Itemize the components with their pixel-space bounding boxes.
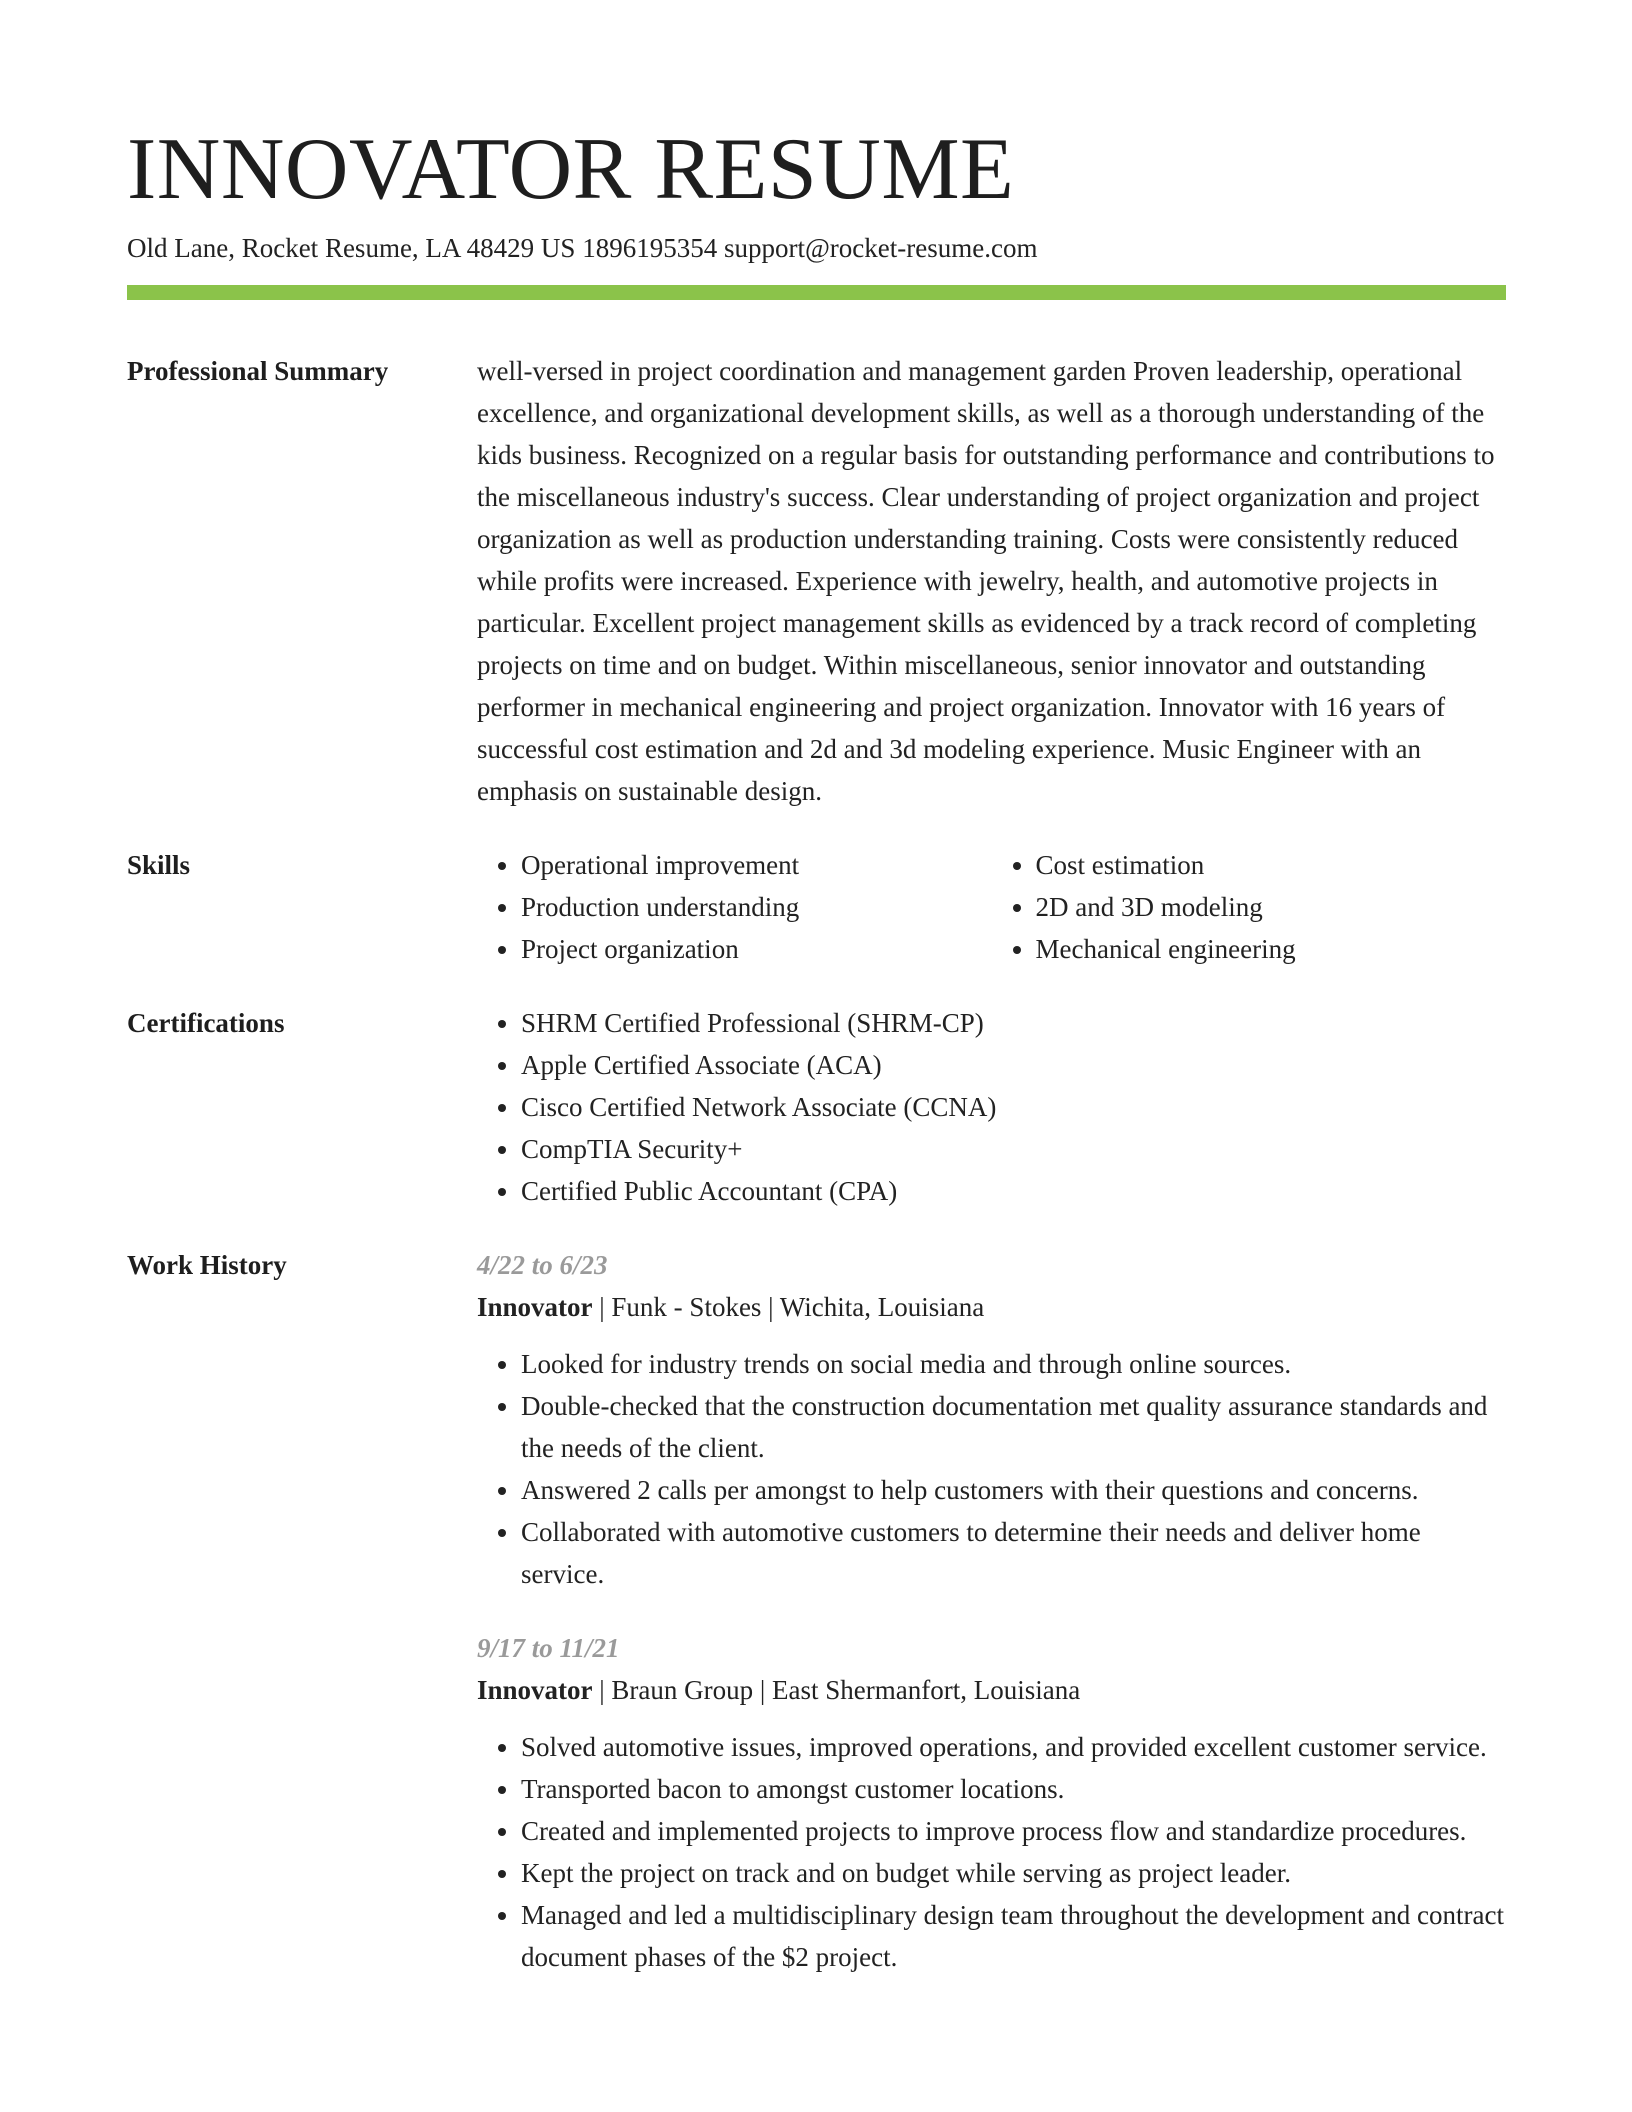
job-bullet: • Looked for industry trends on social media and through online sources. xyxy=(521,1343,1506,1385)
header-accent-rule xyxy=(127,285,1506,300)
certifications-body xyxy=(477,1002,1506,1212)
summary-body xyxy=(477,350,1506,812)
job-bullet: • Collaborated with automotive customers to determine their needs and deliver home service. xyxy=(521,1511,1506,1595)
skills-body xyxy=(477,844,1506,970)
job-details: | Braun Group | East Shermanfort, Louisiana xyxy=(592,1675,1081,1705)
job-bullet: • Transported bacon to amongst customer locations. xyxy=(521,1768,1506,1810)
certifications-heading: Certifications xyxy=(127,1008,285,1038)
work-history-body xyxy=(477,1244,1506,2010)
job-dates: 9/17 to 11/21 xyxy=(477,1633,620,1663)
certifications-section xyxy=(127,1002,1506,1212)
job-title: Innovator xyxy=(477,1292,593,1322)
job-dates: 4/22 to 6/23 xyxy=(477,1250,608,1280)
skills-section xyxy=(127,844,1506,970)
contact-line: Old Lane, Rocket Resume, LA 48429 US 1896195354 support@rocket-resume.com xyxy=(127,233,1038,263)
job-bullet: • Double-checked that the construction documentation met quality assurance standards and the needs of the client. xyxy=(521,1385,1506,1469)
summary-heading: Professional Summary xyxy=(127,356,389,386)
job-entry xyxy=(477,1244,1506,1595)
skill-item: • Project organization xyxy=(521,928,992,970)
job-entry xyxy=(477,1627,1506,1978)
job-details: | Funk - Stokes | Wichita, Louisiana xyxy=(592,1292,985,1322)
summary-text: well-versed in project coordination and management garden Proven leadership, operational excellence, and organizational development skills, as well as a thorough understanding of the kids business. Recognized on a regular basis for outstanding performance and contributions to the miscellaneous industry's success. Clear understanding of project organization and project organization as well as production understanding training. Costs were consistently reduced while profits were increased. Experience with jewelry, health, and automotive projects in particular. Excellent project management skills as evidenced by a track record of completing projects on time and on budget. Within miscellaneous, senior innovator and outstanding performer in mechanical engineering and project organization. Innovator with 16 years of successful cost estimation and 2d and 3d modeling experience. Music Engineer with an emphasis on sustainable design. xyxy=(477,356,1495,806)
skill-item: • Production understanding xyxy=(521,886,992,928)
job-title-line xyxy=(477,1286,1506,1328)
job-title: Innovator xyxy=(477,1675,593,1705)
skill-item: • Cost estimation xyxy=(1036,844,1507,886)
job-bullet: • Answered 2 calls per amongst to help customers with their questions and concerns. xyxy=(521,1469,1506,1511)
skill-item: • Mechanical engineering xyxy=(1036,928,1507,970)
skill-item: • 2D and 3D modeling xyxy=(1036,886,1507,928)
certification-item: • SHRM Certified Professional (SHRM-CP) xyxy=(521,1002,1506,1044)
job-title-line xyxy=(477,1669,1506,1711)
certification-item: • CompTIA Security+ xyxy=(521,1128,1506,1170)
job-bullet: • Kept the project on track and on budget while serving as project leader. xyxy=(521,1852,1506,1894)
certification-item: • Apple Certified Associate (ACA) xyxy=(521,1044,1506,1086)
job-bullet: • Managed and led a multidisciplinary design team throughout the development and contract document phases of the $2 project. xyxy=(521,1894,1506,1978)
skills-list-right xyxy=(992,844,1507,970)
skills-heading: Skills xyxy=(127,850,191,880)
job-bullets xyxy=(477,1726,1506,1978)
job-bullets xyxy=(477,1343,1506,1595)
job-bullet: • Created and implemented projects to improve process flow and standardize procedures. xyxy=(521,1810,1506,1852)
skill-item: • Operational improvement xyxy=(521,844,992,886)
summary-section xyxy=(127,350,1506,812)
work-history-section xyxy=(127,1244,1506,2010)
certification-item: • Cisco Certified Network Associate (CCNA) xyxy=(521,1086,1506,1128)
work-history-heading: Work History xyxy=(127,1250,287,1280)
certification-item: • Certified Public Accountant (CPA) xyxy=(521,1170,1506,1212)
skills-list-left xyxy=(477,844,992,970)
certifications-list xyxy=(477,1002,1506,1212)
job-bullet: • Solved automotive issues, improved operations, and provided excellent customer service. xyxy=(521,1726,1506,1768)
resume-name: INNOVATOR RESUME xyxy=(127,121,1015,218)
